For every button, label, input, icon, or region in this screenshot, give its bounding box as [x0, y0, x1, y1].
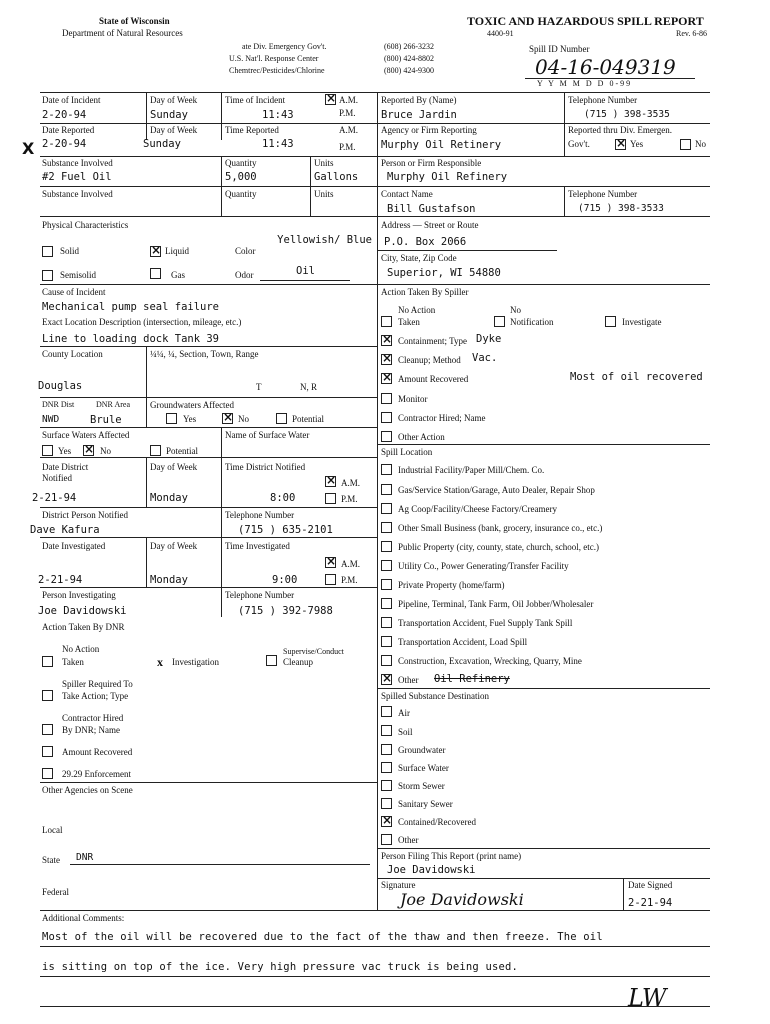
- color-label: Color: [235, 246, 256, 256]
- dnr-taken-checkbox[interactable]: [42, 656, 53, 667]
- reporter-phone-value[interactable]: (715 ) 398-3535: [584, 109, 670, 120]
- date-incident-label: Date of Incident: [42, 95, 101, 105]
- spill-loc-gas-station-checkbox[interactable]: [381, 484, 392, 495]
- spill-id-format: Y Y M M D D 0-99: [537, 79, 633, 88]
- dnr-investigation-label: Investigation: [172, 657, 219, 667]
- spill-loc-utility-label: Utility Co., Power Generating/Transfer Facility: [398, 561, 569, 571]
- district-phone-label: Telephone Number: [225, 510, 295, 520]
- spiller-no-label: No: [510, 305, 521, 315]
- surface-no-label: No: [100, 446, 111, 456]
- district-phone-value[interactable]: (715 ) 635-2101: [238, 524, 333, 536]
- dest-sanitary-sewer-checkbox[interactable]: [381, 798, 392, 809]
- day-investigated-value[interactable]: Monday: [150, 574, 188, 586]
- reporter-phone-label: Telephone Number: [568, 95, 638, 105]
- invest-phone-label: Telephone Number: [225, 590, 295, 600]
- amount-recovered-checkbox[interactable]: [381, 373, 392, 384]
- groundwater-yes-label: Yes: [183, 414, 197, 424]
- containment-label: Containment; Type: [398, 336, 467, 346]
- contact-phone-value[interactable]: (715 ) 398-3533: [578, 203, 664, 214]
- surface-water-name-label: Name of Surface Water: [225, 430, 310, 440]
- city-value[interactable]: Superior, WI 54880: [387, 267, 501, 279]
- solid-label: Solid: [60, 246, 80, 256]
- semisolid-label: Semisolid: [60, 270, 97, 280]
- person-filing-value[interactable]: Joe Davidowski: [387, 864, 476, 876]
- dest-air-label: Air: [398, 708, 410, 718]
- spill-id-value: 04-16-049319: [535, 55, 676, 79]
- monitor-label: Monitor: [398, 394, 428, 404]
- dnr-taken-label: Taken: [62, 657, 84, 667]
- pm-label-2: P.M.: [339, 142, 356, 152]
- substance-label-2: Substance Involved: [42, 189, 113, 199]
- agency-2: U.S. Nat'l. Response Center: [229, 54, 319, 63]
- spiller-investigate-checkbox[interactable]: [605, 316, 616, 327]
- enforcement-checkbox[interactable]: [42, 768, 53, 779]
- solid-checkbox[interactable]: [42, 246, 53, 257]
- am-label-2: A.M.: [339, 125, 359, 135]
- physical-label: Physical Characteristics: [42, 220, 129, 230]
- district-pm-checkbox[interactable]: [325, 493, 336, 504]
- person-investigating-label: Person Investigating: [42, 590, 116, 600]
- govt-label: Gov't.: [568, 139, 590, 149]
- invest-am-checkbox[interactable]: [325, 557, 336, 568]
- units-label-2: Units: [314, 189, 334, 199]
- state-agency-label: State: [42, 855, 60, 865]
- contact-label: Contact Name: [381, 189, 433, 199]
- signature-label: Signature: [381, 880, 416, 890]
- odor-value[interactable]: Oil: [296, 265, 315, 277]
- dest-contained-label: Contained/Recovered: [398, 817, 476, 827]
- time-investigated-value[interactable]: 9:00: [272, 574, 298, 586]
- groundwater-potential-checkbox[interactable]: [276, 413, 287, 424]
- state-agency-value[interactable]: DNR: [76, 852, 94, 863]
- dnr-cleanup-checkbox[interactable]: [266, 655, 277, 666]
- dest-storm-sewer-label: Storm Sewer: [398, 781, 445, 791]
- agency-3: Chemtrec/Pesticides/Chlorine: [229, 66, 325, 75]
- local-agency-label: Local: [42, 825, 63, 835]
- amount-recovered-dnr-label: Amount Recovered: [62, 747, 133, 757]
- time-incident-label: Time of Incident: [225, 95, 286, 105]
- address-label: Address — Street or Route: [381, 220, 479, 230]
- signature-value: Joe Davidowski: [400, 890, 524, 909]
- dest-sanitary-sewer-label: Sanitary Sewer: [398, 799, 453, 809]
- spill-loc-public-property-checkbox[interactable]: [381, 541, 392, 552]
- date-district-label: Date District: [42, 462, 89, 472]
- dest-contained-checkbox[interactable]: [381, 816, 392, 827]
- monitor-checkbox[interactable]: [381, 393, 392, 404]
- spiller-required-checkbox[interactable]: [42, 690, 53, 701]
- surface-no-checkbox[interactable]: [83, 445, 94, 456]
- spiller-no-action-label: No Action: [398, 305, 436, 315]
- dest-storm-sewer-checkbox[interactable]: [381, 780, 392, 791]
- day-district-value[interactable]: Monday: [150, 492, 188, 504]
- day-week-label: Day of Week: [150, 95, 198, 105]
- city-label: City, State, Zip Code: [381, 253, 457, 263]
- spill-loc-construction-label: Construction, Excavation, Wrecking, Quarry, Mine: [398, 656, 582, 666]
- substance-label: Substance Involved: [42, 158, 113, 168]
- margin-mark: X: [22, 139, 35, 158]
- time-district-value[interactable]: 8:00: [270, 492, 296, 504]
- additional-comments-label: Additional Comments:: [42, 913, 125, 923]
- person-firm-label: Person or Firm Responsible: [381, 158, 482, 168]
- pm-label: P.M.: [339, 108, 356, 118]
- spill-loc-private-property-label: Private Property (home/farm): [398, 580, 505, 590]
- dest-other-checkbox[interactable]: [381, 834, 392, 845]
- invest-am-label: A.M.: [341, 559, 361, 569]
- cause-label: Cause of Incident: [42, 287, 106, 297]
- date-investigated-label: Date Investigated: [42, 541, 106, 551]
- surface-waters-label: Surface Waters Affected: [42, 430, 130, 440]
- department-label: Department of Natural Resources: [62, 28, 183, 38]
- spill-loc-other-label: Other: [398, 675, 419, 685]
- contractor-label: Contractor Hired; Name: [398, 413, 486, 423]
- dest-groundwater-label: Groundwater: [398, 745, 446, 755]
- action-spiller-label: Action Taken By Spiller: [381, 287, 469, 297]
- spill-loc-other-value[interactable]: Oil Refinery: [434, 673, 510, 685]
- spiller-notification-label: Notification: [510, 317, 554, 327]
- date-district-notified-label: Notified: [42, 473, 72, 483]
- groundwater-no-checkbox[interactable]: [222, 413, 233, 424]
- am-label: A.M.: [339, 95, 359, 105]
- spill-loc-pipeline-label: Pipeline, Terminal, Tank Farm, Oil Jobber/Wholesaler: [398, 599, 594, 609]
- groundwater-potential-label: Potential: [292, 414, 324, 424]
- take-action-label: Take Action; Type: [62, 691, 129, 701]
- time-incident-value[interactable]: 11:43: [262, 109, 294, 121]
- spill-id-label: Spill ID Number: [529, 44, 590, 54]
- contractor-dnr-checkbox[interactable]: [42, 724, 53, 735]
- govt-yes-checkbox[interactable]: [615, 139, 626, 150]
- state-label: State of Wisconsin: [99, 16, 170, 26]
- spiller-taken-checkbox[interactable]: [381, 316, 392, 327]
- invest-phone-value[interactable]: (715 ) 392-7988: [238, 605, 333, 617]
- amount-recovered-dnr-checkbox[interactable]: [42, 746, 53, 757]
- address-value[interactable]: P.O. Box 2066: [384, 236, 467, 248]
- form-title: TOXIC AND HAZARDOUS SPILL REPORT: [467, 14, 704, 28]
- gas-checkbox[interactable]: [150, 268, 161, 279]
- govt-no-checkbox[interactable]: [680, 139, 691, 150]
- district-person-value[interactable]: Dave Kafura: [30, 524, 100, 536]
- invest-pm-checkbox[interactable]: [325, 574, 336, 585]
- county-location-label: County Location: [42, 349, 103, 359]
- dest-soil-label: Soil: [398, 727, 413, 737]
- quarter-section-label: ¼¼, ¼, Section, Town, Range: [150, 349, 259, 359]
- county-value[interactable]: Douglas: [38, 380, 83, 392]
- liquid-checkbox[interactable]: [150, 246, 161, 257]
- surface-potential-checkbox[interactable]: [150, 445, 161, 456]
- dnr-dist-value[interactable]: NWD: [42, 414, 60, 425]
- spill-loc-public-property-label: Public Property (city, county, state, church, school, etc.): [398, 542, 600, 552]
- township-value: T: [256, 382, 262, 392]
- reported-by-value[interactable]: Bruce Jardin: [381, 109, 457, 121]
- substance-value[interactable]: #2 Fuel Oil: [42, 171, 112, 183]
- district-am-checkbox[interactable]: [325, 476, 336, 487]
- spill-loc-transport-load-checkbox[interactable]: [381, 636, 392, 647]
- units-value[interactable]: Gallons: [314, 171, 359, 183]
- initials-value: LW: [628, 984, 667, 1012]
- exact-location-value[interactable]: Line to loading dock Tank 39: [42, 333, 220, 345]
- surface-yes-checkbox[interactable]: [42, 445, 53, 456]
- agency-phone-3: (800) 424-9300: [384, 66, 434, 75]
- agency-firm-label: Agency or Firm Reporting: [381, 125, 477, 135]
- person-firm-value[interactable]: Murphy Oil Refinery: [387, 171, 508, 183]
- date-reported-label: Date Reported: [42, 125, 95, 135]
- dest-surface-water-checkbox[interactable]: [381, 762, 392, 773]
- govt-no-label: No: [695, 139, 706, 149]
- spill-loc-industrial-label: Industrial Facility/Paper Mill/Chem. Co.: [398, 465, 545, 475]
- date-district-value[interactable]: 2-21-94: [32, 492, 77, 504]
- day-week-label-2: Day of Week: [150, 125, 198, 135]
- time-reported-value[interactable]: 11:43: [262, 138, 294, 150]
- quantity-label-2: Quantity: [225, 189, 257, 199]
- spill-location-label: Spill Location: [381, 447, 433, 457]
- cause-value[interactable]: Mechanical pump seal failure: [42, 301, 220, 313]
- spill-loc-ag-coop-label: Ag Coop/Facility/Cheese Factory/Creamery: [398, 504, 557, 514]
- color-value[interactable]: Yellowish/ Blue: [277, 234, 372, 246]
- spill-loc-gas-station-label: Gas/Service Station/Garage, Auto Dealer, Repair Shop: [398, 485, 595, 495]
- spill-loc-transport-load-label: Transportation Accident, Load Spill: [398, 637, 528, 647]
- dest-soil-checkbox[interactable]: [381, 725, 392, 736]
- dnr-area-value[interactable]: Brule: [90, 414, 122, 426]
- spill-loc-small-business-checkbox[interactable]: [381, 522, 392, 533]
- other-action-checkbox[interactable]: [381, 431, 392, 442]
- day-reported-value[interactable]: Sunday: [143, 138, 181, 150]
- invest-pm-label: P.M.: [341, 575, 358, 585]
- contractor-checkbox[interactable]: [381, 412, 392, 423]
- range-value: N, R: [300, 382, 318, 392]
- surface-potential-label: Potential: [166, 446, 198, 456]
- enforcement-label: 29.29 Enforcement: [62, 769, 131, 779]
- spill-loc-transport-fuel-checkbox[interactable]: [381, 617, 392, 628]
- dnr-investigation-mark: x: [157, 655, 163, 669]
- action-dnr-label: Action Taken By DNR: [42, 622, 125, 632]
- exact-location-label: Exact Location Description (intersection, mileage, etc.): [42, 317, 242, 327]
- odor-label: Odor: [235, 270, 254, 280]
- spill-loc-utility-checkbox[interactable]: [381, 560, 392, 571]
- gas-label: Gas: [171, 270, 185, 280]
- contact-value[interactable]: Bill Gustafson: [387, 203, 476, 215]
- cleanup-checkbox[interactable]: [381, 354, 392, 365]
- reported-by-label: Reported By (Name): [381, 95, 457, 105]
- dnr-supervise-label: Supervise/Conduct: [283, 647, 344, 656]
- dest-air-checkbox[interactable]: [381, 706, 392, 717]
- district-am-label: A.M.: [341, 478, 361, 488]
- reported-thru-label: Reported thru Div. Emergen.: [568, 125, 672, 135]
- time-investigated-label: Time Investigated: [225, 541, 290, 551]
- day-district-label: Day of Week: [150, 462, 198, 472]
- dest-other-label: Other: [398, 835, 419, 845]
- spill-loc-construction-checkbox[interactable]: [381, 655, 392, 666]
- date-reported-value[interactable]: 2-20-94: [42, 138, 87, 150]
- contact-phone-label: Telephone Number: [568, 189, 638, 199]
- dnr-dist-label: DNR Dist: [42, 400, 75, 409]
- spill-loc-pipeline-checkbox[interactable]: [381, 598, 392, 609]
- dnr-area-label: DNR Area: [96, 400, 130, 409]
- spill-loc-other-checkbox[interactable]: [381, 674, 392, 685]
- district-pm-label: P.M.: [341, 494, 358, 504]
- groundwaters-label: Groundwaters Affected: [150, 400, 235, 410]
- other-agencies-label: Other Agencies on Scene: [42, 785, 133, 795]
- person-filing-label: Person Filing This Report (print name): [381, 851, 522, 861]
- amount-recovered-label: Amount Recovered: [398, 374, 469, 384]
- form-number: 4400-91: [487, 29, 514, 38]
- destination-label: Spilled Substance Destination: [381, 691, 489, 701]
- day-investigated-label: Day of Week: [150, 541, 198, 551]
- cleanup-label: Cleanup; Method: [398, 355, 461, 365]
- spill-loc-transport-fuel-label: Transportation Accident, Fuel Supply Tank Spill: [398, 618, 573, 628]
- liquid-label: Liquid: [165, 246, 189, 256]
- spiller-investigate-label: Investigate: [622, 317, 662, 327]
- spiller-notification-checkbox[interactable]: [494, 316, 505, 327]
- date-signed-label: Date Signed: [628, 880, 673, 890]
- am-checkbox[interactable]: [325, 94, 336, 105]
- units-label: Units: [314, 158, 334, 168]
- date-investigated-value[interactable]: 2-21-94: [38, 574, 83, 586]
- comment-line-1[interactable]: Most of the oil will be recovered due to the fact of the thaw and then freeze. The oil: [42, 931, 603, 943]
- time-district-label: Time District Notified: [225, 462, 306, 472]
- agency-firm-value[interactable]: Murphy Oil Retinery: [381, 139, 502, 151]
- dest-groundwater-checkbox[interactable]: [381, 744, 392, 755]
- spiller-required-label: Spiller Required To: [62, 679, 133, 689]
- date-incident-value[interactable]: 2-20-94: [42, 109, 87, 121]
- agency-phone-2: (800) 424-8802: [384, 54, 434, 63]
- day-incident-value[interactable]: Sunday: [150, 109, 188, 121]
- spiller-taken-label: Taken: [398, 317, 420, 327]
- amount-recovered-value[interactable]: Most of oil recovered: [570, 371, 703, 383]
- spill-loc-industrial-checkbox[interactable]: [381, 464, 392, 475]
- agency-1: ate Div. Emergency Gov't.: [242, 42, 327, 51]
- dnr-cleanup-label: Cleanup: [283, 657, 313, 667]
- comment-line-2[interactable]: is sitting on top of the ice. Very high pressure vac truck is being used.: [42, 961, 519, 973]
- dest-surface-water-label: Surface Water: [398, 763, 449, 773]
- person-investigating-value[interactable]: Joe Davidowski: [38, 605, 127, 617]
- federal-agency-label: Federal: [42, 887, 69, 897]
- spill-loc-small-business-label: Other Small Business (bank, grocery, insurance co., etc.): [398, 523, 603, 533]
- spill-loc-private-property-checkbox[interactable]: [381, 579, 392, 590]
- agency-phone-1: (608) 266-3232: [384, 42, 434, 51]
- quantity-label: Quantity: [225, 158, 257, 168]
- contractor-dnr-label-1: Contractor Hired: [62, 713, 124, 723]
- cleanup-method-value[interactable]: Vac.: [472, 352, 498, 364]
- contractor-dnr-label-2: By DNR; Name: [62, 725, 120, 735]
- govt-yes-label: Yes: [630, 139, 644, 149]
- surface-yes-label: Yes: [58, 446, 72, 456]
- other-action-label: Other Action: [398, 432, 445, 442]
- dnr-no-action-label: No Action: [62, 644, 100, 654]
- semisolid-checkbox[interactable]: [42, 270, 53, 281]
- containment-checkbox[interactable]: [381, 335, 392, 346]
- groundwater-yes-checkbox[interactable]: [166, 413, 177, 424]
- district-person-label: District Person Notified: [42, 510, 128, 520]
- containment-value[interactable]: Dyke: [476, 333, 502, 345]
- spill-loc-ag-coop-checkbox[interactable]: [381, 503, 392, 514]
- form-revision: Rev. 6-86: [676, 29, 708, 38]
- quantity-value[interactable]: 5,000: [225, 171, 257, 183]
- groundwater-no-label: No: [238, 414, 249, 424]
- time-reported-label: Time Reported: [225, 125, 279, 135]
- date-signed-value[interactable]: 2-21-94: [628, 897, 673, 909]
